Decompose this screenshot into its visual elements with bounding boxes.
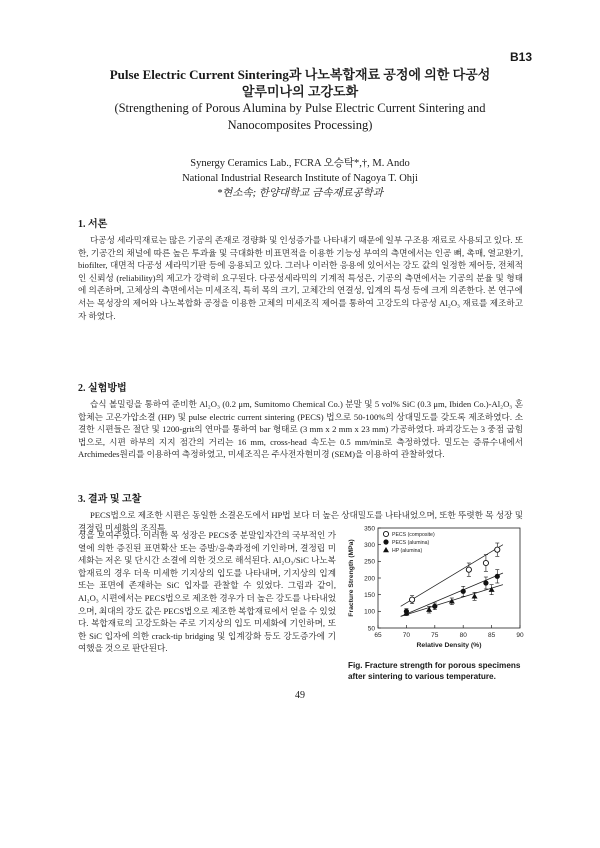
x-axis-label: Relative Density (%) xyxy=(416,642,482,649)
section-text: 습식 볼밀링을 통하여 준비한 Al₂O₃ (0.2 μm, Sumitomo Chemical Co.) 분말 및 5 vol% SiC (0.3 μm, Ibiden Co.)-Al₂O₃ 혼합체는 고온가압소결 (HP) 및 pulse electric current sintering (PECS) 법으로 50-100%의 상대밀도를 갖도록 제조하였다. 소결한 시편들은 절단 및 1200-grit의 연마를 통하여 bar 형태로 (3 mm x 2 mm x 23 mm) 가공하였다. 파괴강도는 3 중점 굽힘 법으로, 시편 하부의 지지 점간의 거리는 16 mm, cross-head 속도는 0.5 mm/min로 측정하였다. 밀도는 증류수내에서 Archimedes원리를 이용하여 측정하였고, 미세조직은 주사전자현미경 (SEM)을 이용하여 관찰하였다. xyxy=(78,399,523,460)
y-axis-label: Fracture Strength (MPa) xyxy=(348,539,355,617)
section-introduction xyxy=(78,215,523,322)
data-point xyxy=(409,597,414,602)
y-tick-label: 200 xyxy=(364,575,375,583)
affiliation-note: *현소속; 한양대학교 금속재료공학과 xyxy=(216,188,384,199)
authors-block xyxy=(40,156,560,201)
y-tick-label: 100 xyxy=(364,608,375,616)
title-line-2: 알루미나의 고강도화 xyxy=(241,84,359,99)
fracture-strength-chart xyxy=(344,522,534,657)
data-point xyxy=(483,580,488,585)
data-point xyxy=(426,607,432,612)
data-point xyxy=(383,539,388,544)
x-tick-label: 65 xyxy=(374,632,382,639)
title-line-1: Pulse Electric Current Sintering과 나노복합재료 공정에 의한 다공성 xyxy=(109,67,491,82)
figure-caption: Fig. Fracture strength for porous specimens after sintering to various temperature. xyxy=(348,661,521,681)
section-text: 다공성 세라믹재료는 많은 기공의 존재로 경량화 및 인성증가를 나타내기 때문에 일부 구조용 재료로 사용되고 있다. 또한, 기공간의 채널에 따른 높은 투과율 및 극대화한 비표면적을 이용한 기능성 부여의 측면에서는 인공 뼈, 촉매, 열교환기, biofilter, 대면적 다공성 세라믹기판 등에 응용되고 있다. 그러나 이러한 응용에 있어서는 강도 값의 일정한 제어등, 전체적인 신뢰성 (reliability)의 제고가 강력히 요구된다. 다공성세라믹의 기계적 특성은, 기공의 측면에서는 기공의 분율 및 형태에 의존하며, 고체상의 측면에서는 미세조직, 특히 목의 크기, 고체간의 연결성, 입계의 특성 등에 크게 의존한다. 본 연구에서는 목성장의 제어와 나노복합화 공정을 이용한 고체의 미세조직 제어를 통하여 고강도의 다공성 Al₂O₃ 재료를 제조하고자 하였다. xyxy=(78,235,523,321)
legend-entry: PECS (alumina) xyxy=(392,540,430,546)
x-tick-label: 75 xyxy=(431,632,439,639)
chart-fit-lines xyxy=(401,545,503,617)
section-methods xyxy=(78,379,523,461)
x-tick-label: 80 xyxy=(459,632,467,639)
title-line-3: (Strengthening of Porous Alumina by Pulse Electric Current Sintering and xyxy=(114,101,486,115)
section-text-column: 성을 보여주었다. 이러한 목 성장은 PECS중 분말입자간의 국부적인 가열에 의한 증진된 표면확산 또는 증발/응축과정에 기인하며, 결정립 미세화는 저온 및 단시간 소결에 의한 것으로 해석된다. Al₂O₃/SiC 나노복합재료의 경우 더욱 미세한 기지상의 입도를 나타내며, 기지상의 입계 또는 표면에 존재하는 SiC 입자를 관찰할 수 있었다. 그림과 같이, Al₂O₃ 시편에서는 PECS법으로 제조한 경우가 더 높은 강도를 나타내었으며, 최대의 강도 값은 PECS법으로 제조한 복합재료에서 얻을 수 있었다. 복합재료의 고강도화는 주로 기지상의 입도 미세화에 기인하며, 또한 SiC 입자에 의한 crack-tip bridging 및 입계강화 등도 강도증가에 기여했을 것으로 판단된다. xyxy=(78,530,336,654)
x-tick-label: 90 xyxy=(516,632,524,639)
results-column xyxy=(78,529,336,655)
data-point xyxy=(383,547,389,552)
y-tick-label: 250 xyxy=(364,558,375,566)
y-tick-label: 300 xyxy=(364,541,375,549)
section-heading: 3. 결과 및 고찰 xyxy=(78,494,142,505)
page-number: 49 xyxy=(295,690,305,701)
data-point xyxy=(495,547,500,552)
title-line-4: Nanocomposites Processing) xyxy=(227,118,373,132)
chart-legend xyxy=(383,531,435,554)
page-code: B13 xyxy=(509,50,532,64)
data-point xyxy=(495,574,500,579)
figure-chart xyxy=(344,522,534,661)
x-tick-label: 85 xyxy=(487,632,496,639)
legend-entry: PECS (composite) xyxy=(392,532,435,538)
y-tick-label: 150 xyxy=(364,591,375,599)
legend-entry: HP (alumina) xyxy=(392,548,423,554)
fit-line xyxy=(401,573,503,616)
data-point xyxy=(461,589,466,594)
section-heading: 2. 실험방법 xyxy=(78,383,127,394)
data-point xyxy=(432,604,437,609)
data-point xyxy=(483,560,488,565)
section-heading: 1. 서론 xyxy=(78,219,108,230)
y-tick-label: 350 xyxy=(364,525,375,533)
x-tick-label: 70 xyxy=(402,632,411,639)
data-point xyxy=(383,531,388,536)
data-point xyxy=(466,567,471,572)
section-text-full-width: PECS법으로 제조한 시편은 동일한 소결온도에서 HP법 보다 더 높은 상대밀도를 나타내었으며, 또한 뚜렷한 목 성장 및 결정립 미세화의 조직특 xyxy=(78,510,523,533)
y-tick-label: 50 xyxy=(367,625,375,633)
author-line-2: National Industrial Research Institute of Nagoya T. Ohji xyxy=(182,173,418,184)
chart-axes xyxy=(348,525,524,649)
paper-title xyxy=(40,66,560,134)
author-line-1: Synergy Ceramics Lab., FCRA 오승탁*,†, M. Ando xyxy=(190,158,410,169)
